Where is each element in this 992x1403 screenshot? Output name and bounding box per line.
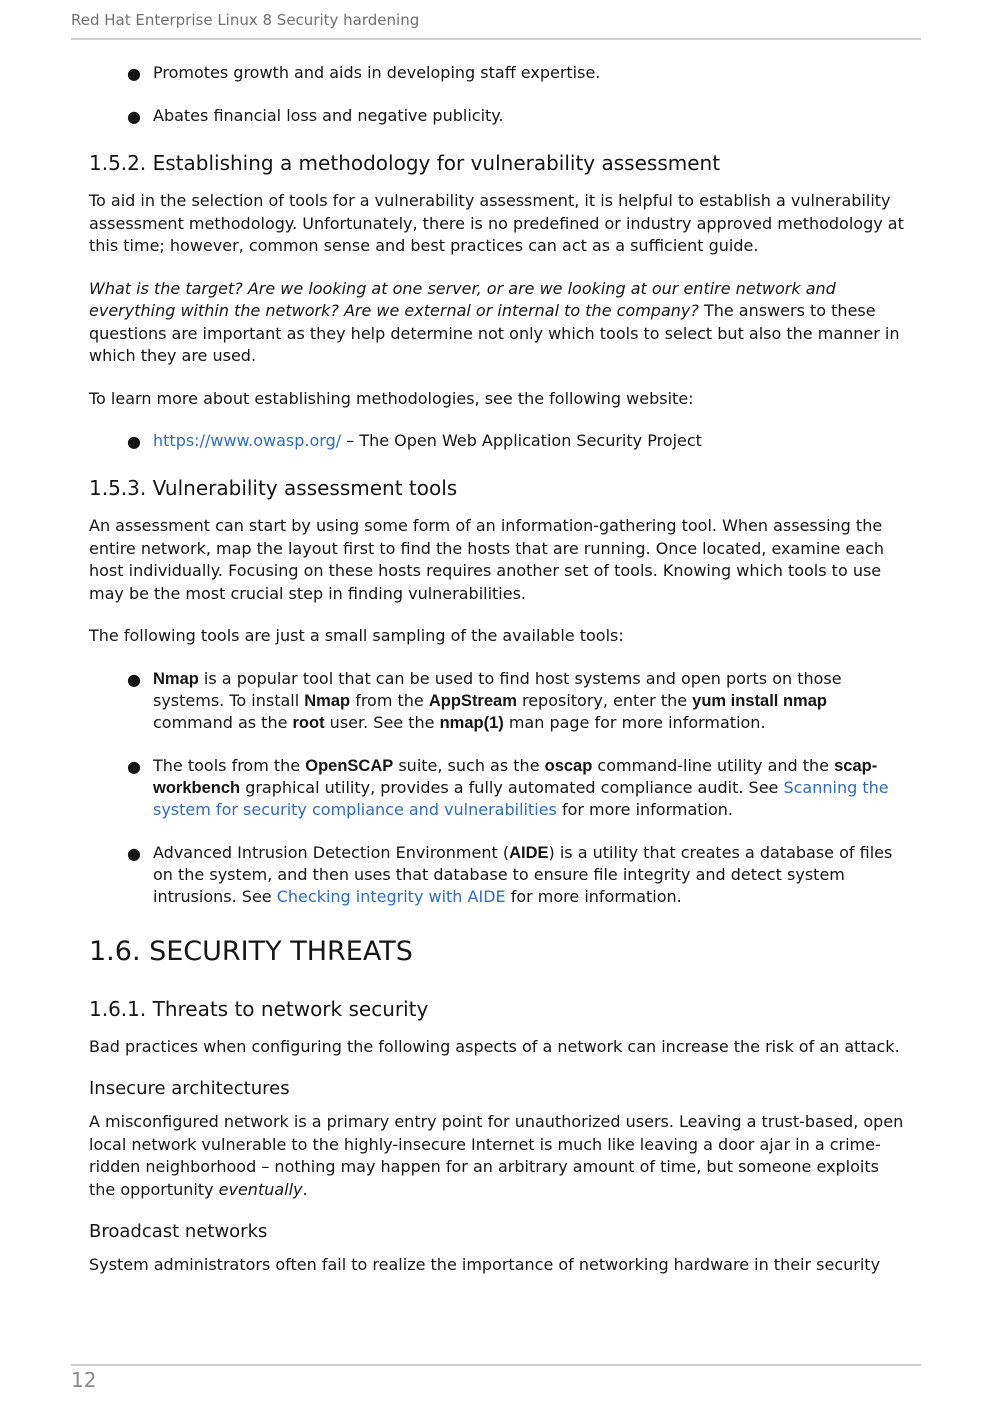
bullet-icon: ● [127,669,141,689]
bullet-icon: ● [127,64,141,83]
list-item: ● Abates financial loss and negative publicity. [127,106,504,126]
section-heading-1-6-1: 1.6.1. Threats to network security [89,996,429,1021]
link-description: The Open Web Application Security Project [359,431,702,450]
top-bullet-list [89,62,909,127]
subheading-insecure-architectures: Insecure architectures [89,1078,290,1099]
paragraph: An assessment can start by using some form of an information-gathering tool. When assessing the entire network, map the layout first to find the hosts that are running. Once located, examine each host individually. Focusing on these hosts requires another set of tools. Knowing which tools to use may be the most crucial step in finding vulnerabilities. [89,516,884,603]
paragraph: To learn more about establishing methodologies, see the following website: [89,388,694,408]
subheading-broadcast-networks: Broadcast networks [89,1221,268,1242]
paragraph: System administrators often fail to realize the importance of networking hardware in their security [89,1255,881,1274]
bullet-icon: ● [127,756,141,776]
paragraph: The following tools are just a small sampling of the available tools: [89,626,624,645]
list-item: ● Promotes growth and aids in developing staff expertise. [127,63,601,83]
list-item-openscap: ● The tools from the OpenSCAP suite, such as the oscap command-line utility and the scap-workbench graphical utility, provides a fully automated compliance audit. See Scanning the system for security compliance and vulnerabilities for more information. [127,755,889,819]
header-title: Red Hat Enterprise Linux 8 Security hardening [71,11,420,29]
paragraph: Bad practices when configuring the following aspects of a network can increase the risk of an attack. [89,1036,900,1056]
italic-text: eventually [218,1179,303,1199]
aide-integrity-link[interactable]: Checking integrity with AIDE [276,886,506,906]
list-item: ● https://www.owasp.org/ – The Open Web Application Security Project [127,431,702,451]
page-header [71,10,921,40]
section-heading-1-5-2: 1.5.2. Establishing a methodology for vulnerability assessment [89,151,721,175]
bullet-icon: ● [127,107,141,126]
paragraph: What is the target? Are we looking at one server, or are we looking at our entire network and everything within the network? Are we external or internal to the company? The answers to these questions are important as they help determine not only which tools to select but also the manner in which they are used. [89,278,900,365]
paragraph: A misconfigured network is a primary entry point for unauthorized users. Leaving a trust-based, open local network vulnerable to the highly-insecure Internet is much like leaving a door ajar in a crime-ridden neighborhood – nothing may happen for an arbitrary amount of time, but someone exploits the opportunity eventually. [89,1112,904,1199]
tools-list [89,668,909,908]
page-number: 12 [71,1368,97,1392]
owasp-link[interactable]: https://www.owasp.org/ [153,431,342,450]
paragraph: To aid in the selection of tools for a vulnerability assessment, it is helpful to establish a vulnerability assessment methodology. Unfortunately, there is no predefined or industry approved methodology at this time; however, common sense and best practices can act as a sufficient guide. [89,191,904,255]
section-heading-1-5-3: 1.5.3. Vulnerability assessment tools [89,476,458,500]
page-footer [71,1364,921,1392]
scanning-compliance-link[interactable]: Scanning the system for security compliance and vulnerabilities [153,777,889,819]
list-item-aide: ● Advanced Intrusion Detection Environment (AIDE) is a utility that creates a database of files on the system, and then uses that database to ensure file integrity and detect system intrusions. See Checking integrity with AIDE for more information. [127,842,893,906]
bullet-icon: ● [127,432,141,451]
list-item-nmap: ● Nmap is a popular tool that can be used to find host systems and open ports on those systems. To install Nmap from the AppStream repository, enter the yum install nmap command as the root user. See the nmap(1) man page for more information. [127,668,842,732]
page-content [89,62,909,1297]
italic-text: What is the target? Are we looking at one server, or are we looking at our entire network and everything within the network? Are we external or internal to the company? [89,278,836,320]
section-heading-1-6: 1.6. SECURITY THREATS [89,935,413,967]
link-list [89,430,909,452]
bullet-icon: ● [127,843,141,863]
